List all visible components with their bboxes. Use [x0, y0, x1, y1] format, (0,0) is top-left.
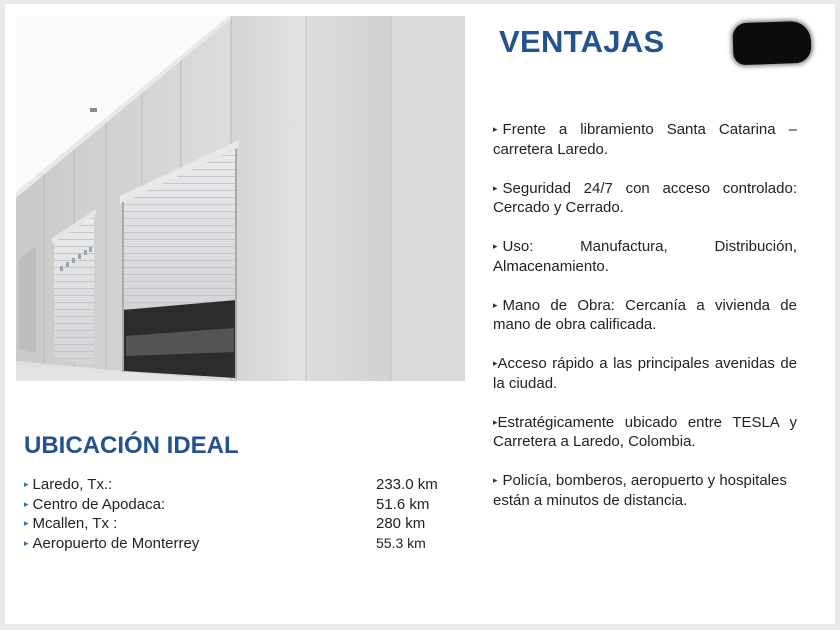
distance-row [24, 535, 464, 555]
distance-row [24, 476, 464, 496]
bullet-icon: ▸ [24, 518, 29, 528]
distance-value: 51.6 km [376, 495, 430, 513]
list-item: ▸ Frente a libramiento Santa Catarina – carretera Laredo. [493, 121, 797, 158]
bullet-icon: ▸ [493, 475, 498, 485]
redacted-logo [732, 21, 811, 66]
bullet-icon: ▸ [24, 479, 29, 489]
distance-value: 55.3 km [376, 534, 426, 551]
bullet-icon: ▸ [493, 358, 498, 368]
bullet-icon: ▸ [493, 124, 498, 134]
distance-list [24, 476, 464, 554]
distance-value: 233.0 km [376, 476, 438, 493]
warehouse-photo [16, 16, 465, 381]
bullet-icon: ▸ [493, 182, 498, 193]
slide [5, 4, 835, 624]
list-item: ▸Estratégicamente ubicado entre TESLA y Carretera a Laredo, Colombia. [493, 413, 797, 450]
place-label: Aeropuerto de Monterrey [32, 534, 200, 552]
list-item: ▸ Mano de Obra: Cercanía a vivienda de mano de obra calificada. [493, 296, 797, 333]
place-label: Mcallen, Tx : [32, 515, 118, 532]
list-item: ▸ Policía, bomberos, aeropuerto y hospitales están a minutos de distancia. [493, 472, 787, 509]
warehouse-illustration [16, 16, 465, 381]
bullet-icon: ▸ [493, 416, 498, 427]
bullet-icon: ▸ [493, 241, 498, 251]
list-item: ▸ Uso: Manufactura, Distribución, Almacenamiento. [493, 238, 797, 275]
distance-row [24, 515, 464, 535]
distance-value: 280 km [376, 515, 426, 532]
bullet-icon: ▸ [24, 498, 29, 509]
bullet-icon: ▸ [24, 537, 29, 548]
place-label: Laredo, Tx.: [32, 476, 113, 493]
list-item: ▸ Seguridad 24/7 con acceso controlado: Cercado y Cerrado. [493, 179, 797, 216]
bullet-icon: ▸ [493, 299, 498, 310]
ventajas-heading: VENTAJAS [499, 24, 665, 59]
distance-row [24, 496, 464, 516]
ubicacion-heading: UBICACIÓN IDEAL [24, 432, 239, 459]
place-label: Centro de Apodaca: [32, 495, 166, 513]
ventajas-list [493, 120, 797, 530]
list-item: ▸Acceso rápido a las principales avenidas de la ciudad. [493, 355, 797, 392]
